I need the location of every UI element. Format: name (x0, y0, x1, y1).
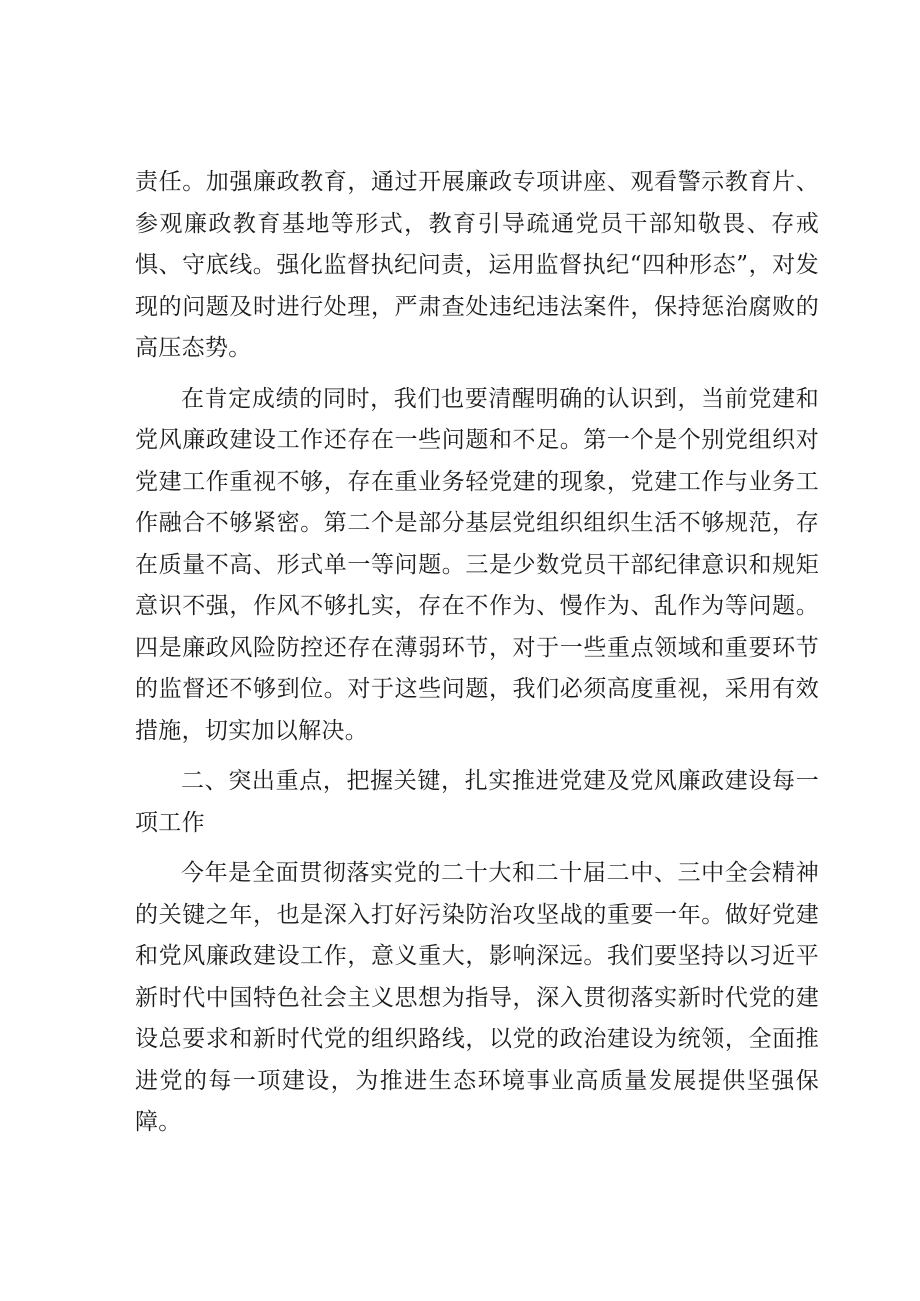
paragraph-responsibility: 责任。加强廉政教育，通过开展廉政专项讲座、观看警示教育片、参观廉政教育基地等形式，教育引导疏通党员干部知敬畏、存戒惧、守底线。强化监督执纪问责，运用监督执纪“四种形态”，对发现的问题及时进行处理，严肃查处违纪违法案件，保持惩治腐败的高压态势。 (135, 169, 819, 361)
section-heading-two: 二、突出重点，把握关键，扎实推进党建及党风廉政建设每一项工作 (135, 768, 819, 836)
paragraph-this-year: 今年是全面贯彻落实党的二十大和二十届二中、三中全会精神的关键之年，也是深入打好污染防治攻坚战的重要一年。做好党建和党风廉政建设工作，意义重大，影响深远。我们要坚持以习近平新时代中国特色社会主义思想为指导，深入贯彻落实新时代党的建设总要求和新时代党的组织路线，以党的政治建设为统领，全面推进党的每一项建设，为推进生态环境事业高质量发展提供坚强保障。 (135, 860, 819, 1135)
document-body (135, 162, 819, 1144)
paragraph-problems: 在肯定成绩的同时，我们也要清醒明确的认识到，当前党建和党风廉政建设工作还存在一些问题和不足。第一个是个别党组织对党建工作重视不够，存在重业务轻党建的现象，党建工作与业务工作融合不够紧密。第二个是部分基层党组织组织生活不够规范，存在质量不高、形式单一等问题。三是少数党员干部纪律意识和规矩意识不强，作风不够扎实，存在不作为、慢作为、乱作为等问题。四是廉政风险防控还存在薄弱环节，对于一些重点领域和重要环节的监督还不够到位。对于这些问题，我们必须高度重视，采用有效措施，切实加以解决。 (135, 385, 819, 744)
